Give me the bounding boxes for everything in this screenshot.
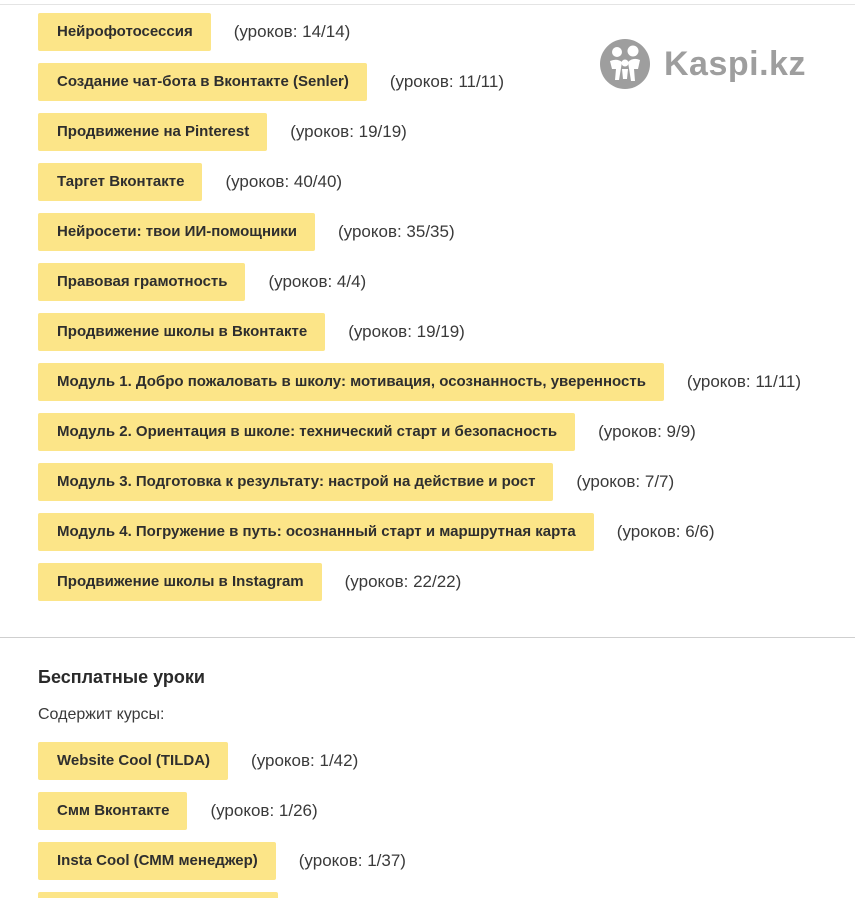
lesson-count: (уроков: 14/14) — [233, 22, 351, 41]
course-link[interactable]: Продвижение школы в Вконтакте — [38, 313, 325, 351]
course-row — [38, 563, 855, 601]
lesson-count: (уроков: 40/40) — [225, 172, 343, 191]
lesson-count: (уроков: 22/22) — [344, 572, 462, 591]
course-link[interactable]: Модуль 3. Подготовка к результату: настрой на действие и рост — [38, 463, 553, 501]
contains-courses-label: Содержит курсы: — [38, 706, 165, 723]
course-link[interactable]: Модуль 4. Погружение в путь: осознанный старт и маршрутная карта — [38, 513, 594, 551]
lesson-count: (уроков: 11/11) — [686, 372, 802, 391]
course-link[interactable]: Модуль 2. Ориентация в школе: технический старт и безопасность — [38, 413, 575, 451]
course-row — [38, 163, 855, 201]
free-lessons-section — [38, 664, 855, 898]
course-row — [38, 263, 855, 301]
course-row — [38, 463, 855, 501]
section-divider — [0, 637, 855, 638]
lesson-count: (уроков: 4/4) — [268, 272, 367, 291]
lesson-count: (уроков: 6/6) — [616, 522, 715, 541]
lesson-count: (уроков: 9/9) — [598, 422, 696, 441]
course-link[interactable]: Таргет Вконтакте — [38, 163, 202, 201]
course-row — [38, 413, 855, 451]
course-row — [38, 313, 855, 351]
course-link[interactable]: Продвижение на Pinterest — [38, 113, 267, 151]
course-row — [38, 113, 855, 151]
lesson-count: (уроков: 1/37) — [298, 851, 406, 870]
course-row — [38, 513, 855, 551]
course-row — [38, 792, 855, 830]
course-link[interactable]: Правовая грамотность — [38, 263, 245, 301]
course-row — [38, 742, 855, 780]
course-row — [38, 213, 855, 251]
top-divider — [0, 4, 855, 5]
course-link[interactable]: Нейрофотосессия — [38, 13, 211, 51]
course-link[interactable]: Website Cool (TILDA) — [38, 742, 228, 780]
lesson-count: (уроков: 1/26) — [210, 801, 318, 820]
course-link[interactable]: Insta Cool (СММ менеджер) — [38, 842, 276, 880]
lesson-count: (уроков: 19/19) — [348, 322, 465, 341]
kaspi-family-logo-icon — [600, 39, 650, 89]
logo-text: Kaspi.kz — [664, 44, 806, 83]
course-link[interactable]: Смм Вконтакте — [38, 792, 187, 830]
course-list — [38, 13, 855, 613]
course-link[interactable]: Нейросети: твои ИИ-помощники — [38, 213, 315, 251]
kaspi-logo — [600, 38, 806, 90]
lesson-count: (уроков: 11/11) — [389, 72, 504, 91]
course-row — [38, 363, 855, 401]
section-title: Бесплатные уроки — [38, 667, 205, 687]
course-link[interactable]: Создание чат-бота в Вконтакте (Senler) — [38, 63, 367, 101]
lesson-count: (уроков: 35/35) — [337, 222, 455, 241]
lesson-count: (уроков: 7/7) — [576, 472, 675, 491]
course-row — [38, 842, 855, 880]
lesson-count: (уроков: 19/19) — [290, 122, 407, 141]
free-course-list — [38, 742, 855, 898]
course-link[interactable]: Продвижение школы в Instagram — [38, 563, 322, 601]
course-link[interactable]: Модуль 1. Добро пожаловать в школу: мотивация, осознанность, уверенность — [38, 363, 664, 401]
lesson-count: (уроков: 1/42) — [251, 751, 359, 770]
